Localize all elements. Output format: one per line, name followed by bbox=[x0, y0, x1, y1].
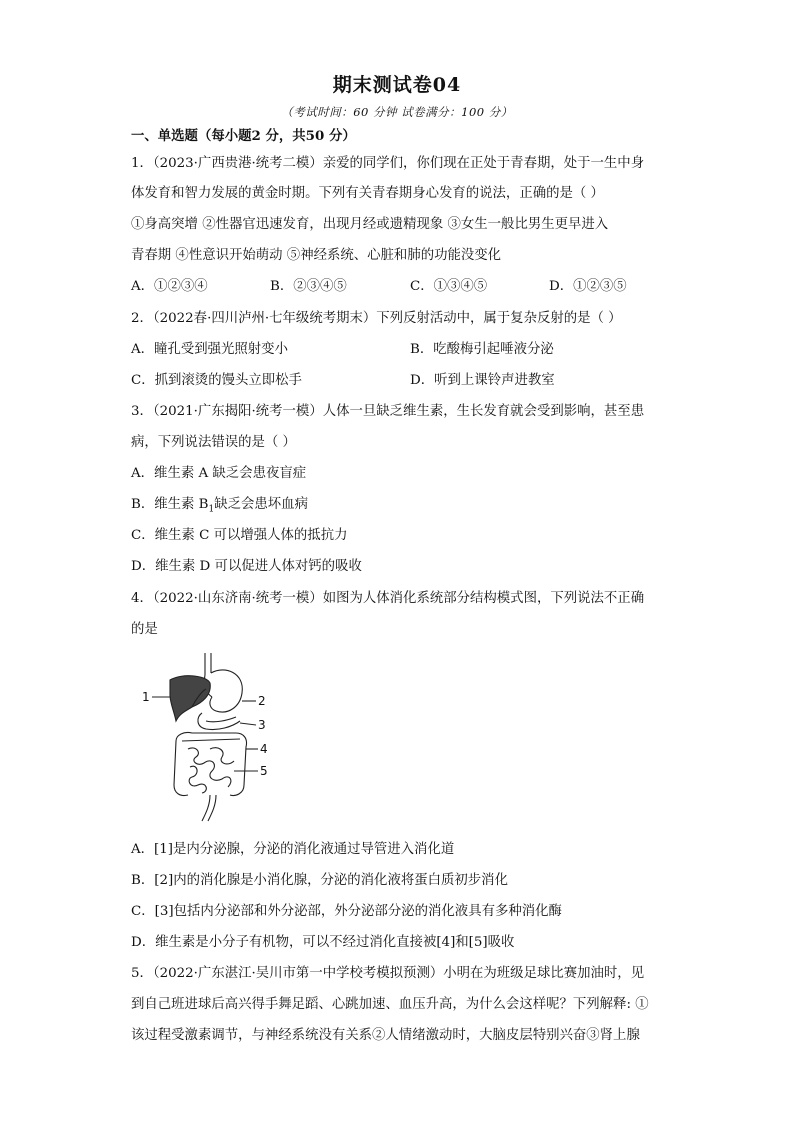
q1-option-c: C．①③④⑤ bbox=[410, 279, 488, 294]
figure-label-5: 5 bbox=[260, 764, 268, 778]
exam-info: （考试时间：60 分钟 试卷满分：100 分） bbox=[281, 105, 513, 119]
q2-option-a: A．瞳孔受到强光照射变小 bbox=[131, 342, 288, 357]
q4-stem-line2: 的是 bbox=[131, 622, 158, 637]
q3-stem-line2: 病，下列说法错误的是（ ） bbox=[131, 435, 296, 450]
q2-option-b: B．吃酸梅引起唾液分泌 bbox=[410, 342, 554, 357]
q3-option-b: B．维生素 $B_1$缺乏会患坏血病 bbox=[131, 497, 308, 515]
q5-stem-line3: 该过程受激素调节，与神经系统没有关系②人情绪激动时，大脑皮层特别兴奋③肾上腺 bbox=[131, 1028, 640, 1043]
q2-option-c: C．抓到滚烫的馒头立即松手 bbox=[131, 373, 302, 388]
q3-stem-line1: 3．（2021·广东揭阳·统考一模）人体一旦缺乏维生素，生长发育就会受到影响，甚至患 bbox=[131, 404, 645, 419]
q3-option-c: C．维生素 C 可以增强人体的抵抗力 bbox=[131, 528, 348, 543]
q4-option-c: C．[3]包括内分泌部和外分泌部，外分泌部分泌的消化液具有多种消化酶 bbox=[131, 904, 562, 919]
q3-option-a: A．维生素 A 缺乏会患夜盲症 bbox=[131, 466, 307, 481]
q1-stem-line1: 1．（2023·广西贵港·统考二模）亲爱的同学们，你们现在正处于青春期，处于一生中身 bbox=[131, 156, 645, 171]
q5-stem-line2: 到自己班进球后高兴得手舞足蹈、心跳加速、血压升高，为什么会这样呢？下列解释: ① bbox=[131, 997, 649, 1012]
q1-stem-line3: ①身高突增 ②性器官迅速发育，出现月经或遗精现象 ③女生一般比男生更早进入 bbox=[131, 217, 609, 232]
q4-option-a: A．[1]是内分泌腺，分泌的消化液通过导管进入消化道 bbox=[131, 842, 455, 857]
q1-stem-line2: 体发育和智力发展的黄金时期。下列有关青春期身心发育的说法，正确的是（ ） bbox=[131, 186, 604, 201]
q1-option-b: B．②③④⑤ bbox=[270, 279, 347, 294]
q1-option-d: D．①②③⑤ bbox=[549, 279, 627, 294]
q4-stem-line1: 4．（2022·山东济南·统考一模）如图为人体消化系统部分结构模式图，下列说法不正确 bbox=[131, 591, 645, 606]
q4-option-d: D．维生素是小分子有机物，可以不经过消化直接被[4]和[5]吸收 bbox=[131, 935, 515, 950]
q5-stem-line1: 5．（2022·广东湛江·吴川市第一中学校考模拟预测）小明在为班级足球比赛加油时，见 bbox=[131, 966, 645, 981]
figure-label-4: 4 bbox=[260, 742, 268, 756]
q1-option-a: A．①②③④ bbox=[131, 279, 208, 294]
digestive-system-figure bbox=[140, 645, 280, 825]
figure-label-2: 2 bbox=[258, 694, 266, 708]
figure-label-1: 1 bbox=[142, 690, 150, 704]
q1-stem-line4: 青春期 ④性意识开始萌动 ⑤神经系统、心脏和肺的功能没变化 bbox=[131, 248, 502, 263]
figure-label-3: 3 bbox=[258, 718, 266, 732]
q4-option-b: B．[2]内的消化腺是小消化腺，分泌的消化液将蛋白质初步消化 bbox=[131, 873, 508, 888]
q3-option-d: D．维生素 D 可以促进人体对钙的吸收 bbox=[131, 559, 362, 574]
q2-option-d: D．听到上课铃声进教室 bbox=[410, 373, 555, 388]
section-heading: 一、单选题（每小题2 分，共50 分） bbox=[131, 128, 356, 144]
q2-stem-line1: 2．（2022春·四川泸州·七年级统考期末）下列反射活动中，属于复杂反射的是（ ） bbox=[131, 311, 622, 326]
page-title: 期末测试卷04 bbox=[332, 74, 462, 96]
